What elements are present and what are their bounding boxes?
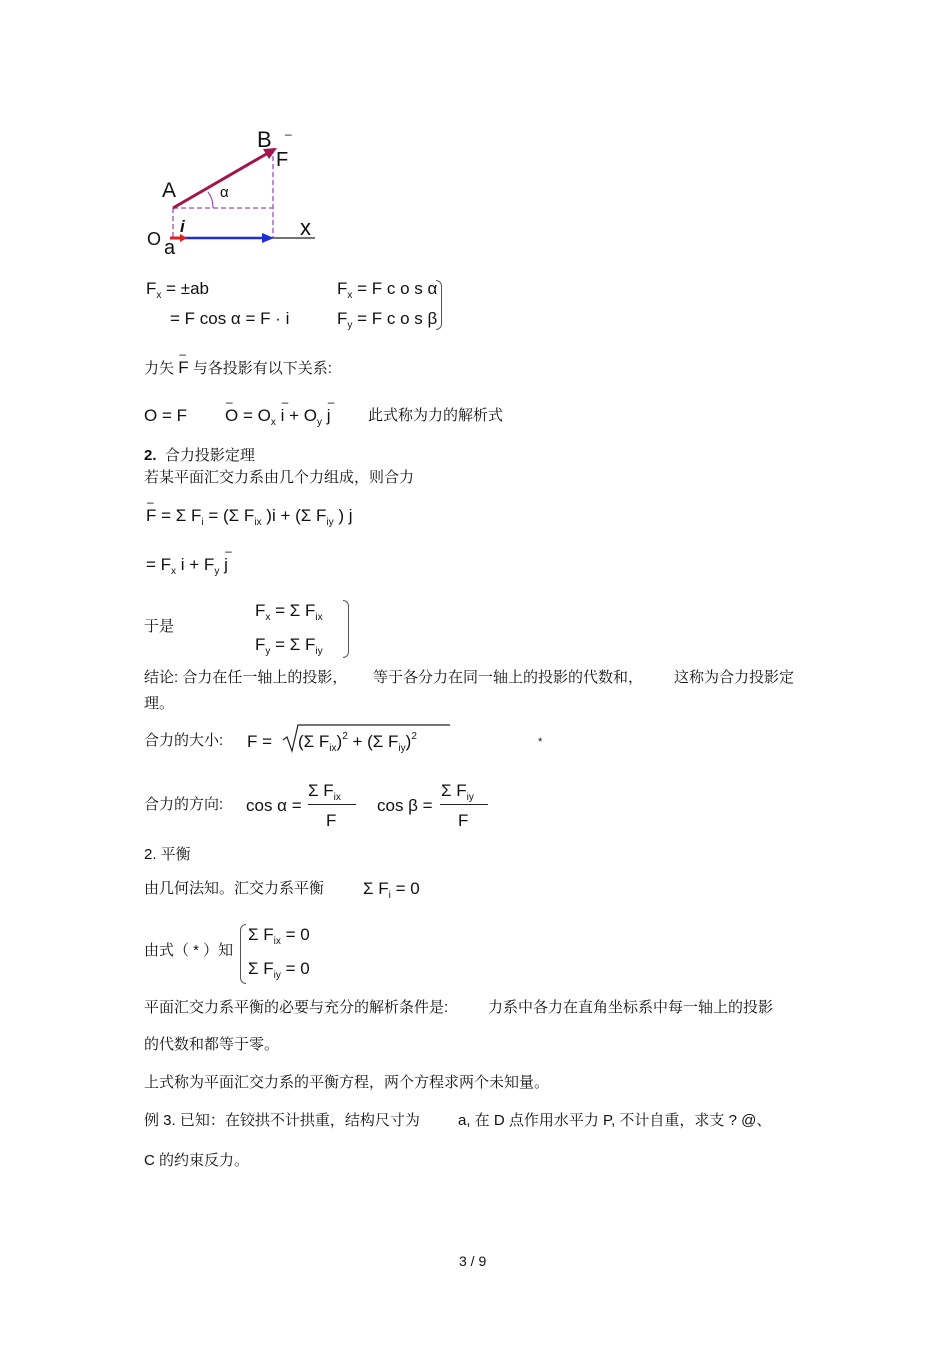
magnitude-lhs: F = [247,732,273,751]
star-brace [240,924,246,984]
label-F: F [276,149,289,171]
condition-b: 力系中各力在直角坐标系中每一轴上的投影 [488,999,774,1016]
fraction-bar-beta [440,804,488,805]
fy-cos-equation: $F_y = F$ c o s β [337,309,438,331]
fx-ab-equation: $F_x = \pm ab$ [146,279,210,301]
cos-beta-numerator: Σ $F_{iy}$ [441,781,474,803]
label-i: i [180,217,185,236]
conclusion-c: 这称为合力投影定 [674,669,795,686]
svg-text:–: – [285,127,292,141]
direction-label: 合力的方向: [144,796,224,813]
relation-intro: 力矢 – F 与各投影有以下关系: [144,359,332,378]
section-2-heading: 2. 合力投影定理 [144,447,255,464]
analytic-eq-b: – $O = O_x - i + O_y - j$ [225,407,330,428]
geometric-equation: Σ $F_i = 0$ [363,879,420,901]
cos-beta-lhs: cos β = [377,796,433,815]
label-B: B [257,127,272,152]
example-line-1a: 例 3. 已知：在铰拱不计拱重，结构尺寸为 [144,1112,420,1129]
cos-beta-denominator: F [458,811,469,830]
condition-a: 平面汇交力系平衡的必要与充分的解析条件是: [144,999,449,1016]
sum-fiy-zero: Σ $F_{iy} = 0$ [248,959,310,981]
analytic-eq-a: O = F [144,406,187,425]
fraction-bar-alpha [308,804,356,805]
label-O: O [147,229,162,249]
conclusion-line-2: 理。 [144,695,175,712]
label-alpha: α [220,184,229,201]
conclusion-a: 结论: 合力在任一轴上的投影， [144,669,348,686]
projection-brace [436,280,442,330]
magnitude-label: 合力的大小: [144,732,224,749]
label-a: a [164,237,176,259]
cos-alpha-numerator: Σ $F_{ix}$ [308,781,341,803]
example-line-2: C 的约束反力。 [144,1152,250,1169]
example-line-1b: a, 在 D 点作用水平力 P, 不计自重，求支 ? @、 [458,1112,772,1129]
resultant-equation-2: = $F_x$ $i + F_y - j$ [146,556,228,577]
analytic-note: 此式称为力的解析式 [368,407,504,424]
fx-cos-line: = F cos α = F · i [170,309,290,328]
yushi-fy: $F_y = \Sigma$ $F_{iy}$ [255,635,323,657]
yushi-label: 于是 [144,618,175,635]
label-x: x [300,215,311,240]
cos-alpha-lhs: cos α = [246,796,302,815]
force-projection-figure [140,120,340,270]
star-label: 由式（ * ）知 [144,942,234,959]
yushi-fx: $F_x = \Sigma$ $F_{ix}$ [255,601,323,623]
fx-cos-equation: $F_x = F$ c o s α [337,279,438,301]
yushi-brace [343,600,349,658]
magnitude-rhs: (Σ $F_{ix})^2 + (\Sigma$ $F_{iy})^2$ [298,731,417,754]
resultant-equation-1: – F = Σ $F_i = (\Sigma$ $F_{ix}$ )i + (Σ $F_{iy}$ ) j [146,507,353,528]
conclusion-b: 等于各分力在同一轴上的投影的代数和， [373,669,644,686]
cos-alpha-denominator: F [326,811,337,830]
page-number: 3 / 9 [459,1253,487,1269]
magnitude-star: * [538,736,543,748]
equilibrium-heading: 2. 平衡 [144,846,191,863]
equilibrium-note: 上式称为平面汇交力系的平衡方程，两个方程求两个未知量。 [144,1074,550,1091]
condition-line-2: 的代数和都等于零。 [144,1036,280,1053]
geometric-line: 由几何法知。汇交力系平衡 [144,880,325,897]
label-A: A [162,179,177,202]
section-2-intro: 若某平面汇交力系由几个力组成，则合力 [144,469,415,486]
sum-fix-zero: Σ $F_{ix} = 0$ [248,925,310,947]
